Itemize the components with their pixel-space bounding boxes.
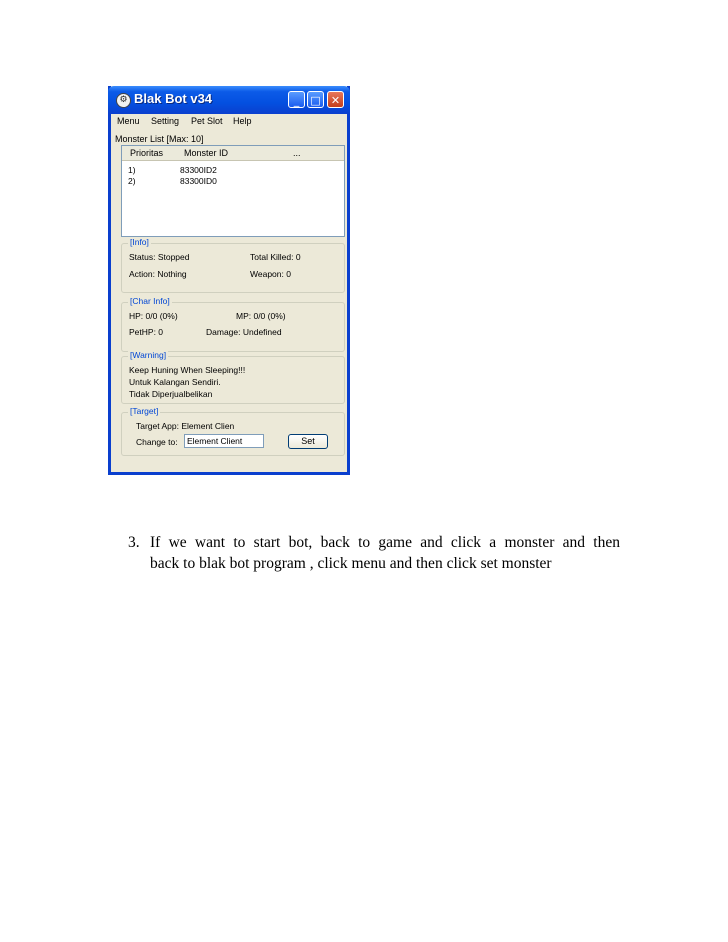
window-title: Blak Bot v34: [134, 91, 213, 106]
monster-list-label: Monster List [Max: 10]: [115, 134, 204, 144]
status-text: Status: Stopped: [129, 252, 190, 262]
hp-text: HP: 0/0 (0%): [129, 311, 178, 321]
char-info-group: [121, 296, 345, 352]
list-item-priority: 2): [128, 176, 136, 186]
instruction-line-2: back to blak bot program , click menu and then click set monster: [150, 555, 552, 572]
warning-line: Tidak Diperjualbelikan: [129, 389, 213, 399]
warning-group-title: [Warning]: [130, 350, 167, 360]
info-group: [121, 237, 345, 293]
menu-item-help[interactable]: Help: [233, 116, 252, 126]
app-icon: ⚙: [116, 93, 131, 108]
char-info-group-title: [Char Info]: [130, 296, 170, 306]
menu-item-setting[interactable]: Setting: [151, 116, 180, 126]
damage-text: Damage: Undefined: [206, 327, 282, 337]
set-button[interactable]: Set: [288, 434, 328, 449]
warning-line: Untuk Kalangan Sendiri.: [129, 377, 221, 387]
list-item[interactable]: [122, 176, 344, 187]
total-killed-text: Total Killed: 0: [250, 252, 301, 262]
monster-list[interactable]: [121, 145, 345, 237]
blak-bot-window: [108, 86, 350, 475]
warning-line: Keep Huning When Sleeping!!!: [129, 365, 246, 375]
list-item-monster-id: 83300ID2: [180, 165, 217, 175]
column-header-more[interactable]: ...: [293, 148, 301, 158]
change-to-input[interactable]: Element Client: [184, 434, 264, 448]
weapon-text: Weapon: 0: [250, 269, 291, 279]
instruction-line-1: If we want to start bot, back to game and click a monster and then: [150, 534, 620, 551]
menu-item-menu[interactable]: Menu: [117, 116, 140, 126]
change-to-label: Change to:: [136, 437, 178, 447]
info-group-title: [Info]: [130, 237, 149, 247]
target-app-text: Target App: Element Clien: [136, 421, 235, 431]
menu-item-pet-slot[interactable]: Pet Slot: [191, 116, 223, 126]
list-header: [122, 146, 344, 161]
column-header-prioritas[interactable]: Prioritas: [130, 148, 164, 158]
list-item-monster-id: 83300ID0: [180, 176, 217, 186]
target-group-title: [Target]: [130, 406, 159, 416]
step-number: 3.: [128, 534, 140, 551]
list-item[interactable]: [122, 165, 344, 176]
close-button[interactable]: ✕: [327, 91, 344, 108]
title-bar[interactable]: [108, 86, 350, 114]
column-header-monster-id[interactable]: Monster ID: [184, 148, 229, 158]
minimize-button[interactable]: _: [288, 91, 305, 108]
menu-bar: [111, 114, 347, 130]
pet-hp-text: PetHP: 0: [129, 327, 164, 337]
action-text: Action: Nothing: [129, 269, 187, 279]
maximize-button[interactable]: □: [307, 91, 324, 108]
list-item-priority: 1): [128, 165, 136, 175]
target-group: [121, 406, 345, 456]
mp-text: MP: 0/0 (0%): [236, 311, 286, 321]
warning-group: [121, 350, 345, 404]
